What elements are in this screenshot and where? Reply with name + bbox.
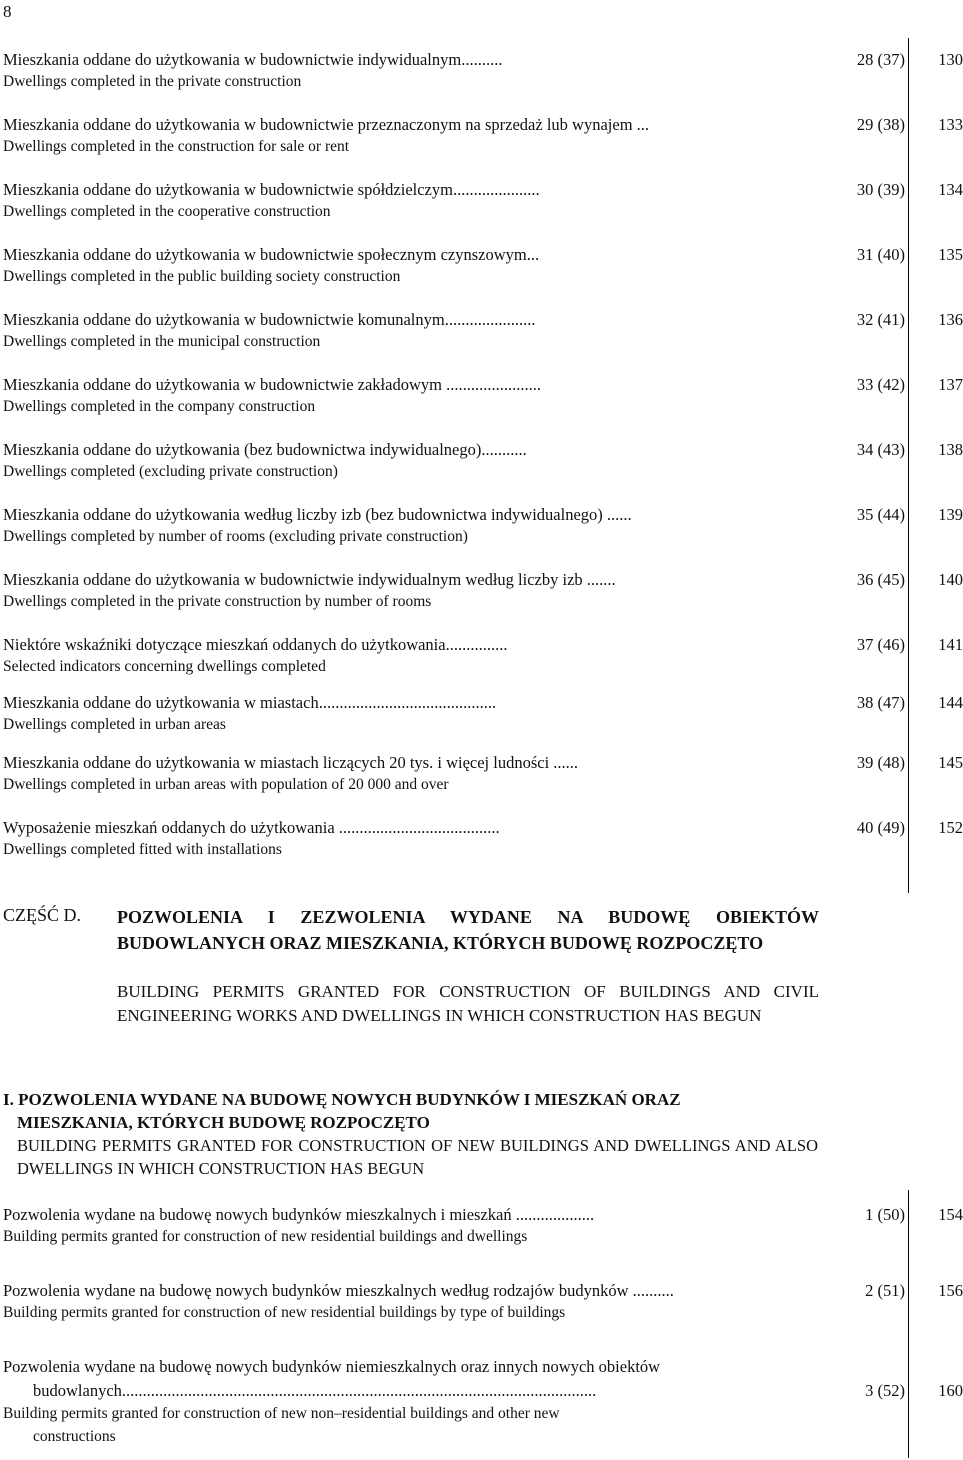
part-d-english-title: BUILDING PERMITS GRANTED FOR CONSTRUCTION OF BUILDINGS AND CIVIL ENGINEERING WORKS AND DWELLINGS IN WHICH CONSTRUCTION HAS BEGUN xyxy=(117,982,819,1025)
entry-polish-title: Niektóre wskaźniki dotyczące mieszkań oddanych do użytkowania xyxy=(3,635,446,654)
table-number: 29 (38) xyxy=(856,115,905,134)
entry-english-title: Dwellings completed in the company construction xyxy=(3,398,316,415)
entry-english-title-cont: constructions xyxy=(33,1428,116,1445)
table-number: 30 (39) xyxy=(856,180,905,199)
entry-english-title: Dwellings completed in the cooperative construction xyxy=(3,203,331,220)
toc-entry xyxy=(3,569,963,617)
leader-dots: ....... xyxy=(582,570,616,589)
page-ref: 154 xyxy=(938,1205,963,1224)
leader-dots: ..................... xyxy=(452,180,540,199)
page-ref: 156 xyxy=(938,1281,963,1300)
table-number: 39 (48) xyxy=(856,753,905,772)
toc-entry xyxy=(3,504,963,552)
entry-polish-title: Mieszkania oddane do użytkowania w budownictwie spółdzielczym xyxy=(3,180,453,199)
table-number: 37 (46) xyxy=(856,635,905,654)
page-ref: 139 xyxy=(938,505,963,524)
toc-entry xyxy=(3,1280,963,1328)
toc-entry xyxy=(3,49,963,97)
entry-english-title: Dwellings completed in urban areas xyxy=(3,716,226,733)
leader-dots: ...................... xyxy=(444,310,536,329)
toc-entry xyxy=(3,1204,963,1252)
page-ref: 140 xyxy=(938,570,963,589)
entry-english-title: Dwellings completed fitted with installations xyxy=(3,841,282,858)
page-ref: 141 xyxy=(938,635,963,654)
entry-polish-title-cont: budowlanych xyxy=(33,1381,122,1400)
page-ref: 145 xyxy=(938,753,963,772)
leader-dots: ...... xyxy=(549,753,579,772)
table-number: 28 (37) xyxy=(856,50,905,69)
page-ref: 130 xyxy=(938,50,963,69)
page-ref: 138 xyxy=(938,440,963,459)
table-number: 35 (44) xyxy=(856,505,905,524)
leader-dots: ... xyxy=(526,245,540,264)
toc-entry xyxy=(3,309,963,357)
section-i-polish-title xyxy=(3,1088,818,1134)
entry-english-title: Dwellings completed (excluding private construction) xyxy=(3,463,338,480)
table-number: 1 (50) xyxy=(865,1205,905,1224)
leader-dots: .......... xyxy=(628,1281,674,1300)
section-i-heading xyxy=(3,1088,818,1180)
page-ref: 144 xyxy=(938,693,963,712)
entry-polish-title: Mieszkania oddane do użytkowania w miastach liczących 20 tys. i więcej ludności xyxy=(3,753,550,772)
entry-english-title: Dwellings completed in the private construction by number of rooms xyxy=(3,593,432,610)
toc-entry xyxy=(3,634,963,682)
entry-polish-title: Pozwolenia wydane na budowę nowych budynków mieszkalnych według rodzajów budynków xyxy=(3,1281,629,1300)
table-number: 3 (52) xyxy=(865,1381,905,1400)
table-number: 31 (40) xyxy=(856,245,905,264)
entry-english-title: Dwellings completed in the public building society construction xyxy=(3,268,401,285)
entry-polish-title: Mieszkania oddane do użytkowania w budownictwie zakładowym xyxy=(3,375,442,394)
entry-english-title: Building permits granted for construction of new residential buildings and dwellings xyxy=(3,1228,528,1245)
page-number: 8 xyxy=(3,2,12,21)
section-i-polish-title-line2: MIESZKANIA, KTÓRYCH BUDOWĘ ROZPOCZĘTO xyxy=(17,1113,430,1132)
leader-dots: ...... xyxy=(602,505,632,524)
page-ref: 137 xyxy=(938,375,963,394)
toc-entry xyxy=(3,1356,963,1456)
table-number: 38 (47) xyxy=(856,693,905,712)
entry-polish-title: Pozwolenia wydane na budowę nowych budynków mieszkalnych i mieszkań xyxy=(3,1205,512,1224)
leader-dots: .......... xyxy=(461,50,503,69)
entry-polish-title: Mieszkania oddane do użytkowania w miastach xyxy=(3,693,319,712)
leader-dots: ........... xyxy=(481,440,527,459)
toc-entry xyxy=(3,374,963,422)
entry-english-title: Dwellings completed by number of rooms (excluding private construction) xyxy=(3,528,468,545)
table-number: 34 (43) xyxy=(856,440,905,459)
entry-polish-title: Pozwolenia wydane na budowę nowych budynków niemieszkalnych oraz innych nowych obiektów xyxy=(3,1357,661,1376)
part-d-polish-title: POZWOLENIA I ZEZWOLENIA WYDANE NA BUDOWĘ OBIEKTÓW BUDOWLANYCH ORAZ MIESZKANIA, KTÓRYCH BUDOWĘ ROZPOCZĘTO xyxy=(117,907,819,953)
entry-english-title: Dwellings completed in the municipal construction xyxy=(3,333,321,350)
entry-polish-title: Wyposażenie mieszkań oddanych do użytkowania xyxy=(3,818,335,837)
page-ref: 160 xyxy=(938,1381,963,1400)
toc-entry xyxy=(3,692,963,740)
table-number: 36 (45) xyxy=(856,570,905,589)
leader-dots: ................................................................................................................... xyxy=(121,1381,597,1400)
page-ref: 152 xyxy=(938,818,963,837)
page-ref: 133 xyxy=(938,115,963,134)
entry-english-title: Dwellings completed in urban areas with population of 20 000 and over xyxy=(3,776,449,793)
page-ref: 135 xyxy=(938,245,963,264)
entry-english-title: Dwellings completed in the construction for sale or rent xyxy=(3,138,350,155)
entry-english-title: Building permits granted for construction of new residential buildings by type of buildings xyxy=(3,1304,566,1321)
entry-english-title: Building permits granted for construction of new non–residential buildings and other new xyxy=(3,1405,560,1422)
leader-dots: ....................... xyxy=(441,375,541,394)
entry-polish-title: Mieszkania oddane do użytkowania w budownictwie indywidualnym według liczby izb xyxy=(3,570,583,589)
page-ref: 134 xyxy=(938,180,963,199)
toc-entry xyxy=(3,817,963,865)
toc-entry xyxy=(3,244,963,292)
page-ref: 136 xyxy=(938,310,963,329)
toc-entry xyxy=(3,114,963,162)
table-number: 2 (51) xyxy=(865,1281,905,1300)
table-number: 40 (49) xyxy=(856,818,905,837)
entry-polish-title: Mieszkania oddane do użytkowania w budownictwie komunalnym xyxy=(3,310,445,329)
leader-dots: ........................................... xyxy=(318,693,497,712)
entry-english-title: Dwellings completed in the private construction xyxy=(3,73,302,90)
entry-english-title: Selected indicators concerning dwellings completed xyxy=(3,658,326,675)
entry-polish-title: Mieszkania oddane do użytkowania w budownictwie indywidualnym xyxy=(3,50,462,69)
toc-entry xyxy=(3,179,963,227)
leader-dots: ....................................... xyxy=(334,818,500,837)
leader-dots: ................... xyxy=(511,1205,595,1224)
leader-dots: ............... xyxy=(445,635,508,654)
section-i-english-title: BUILDING PERMITS GRANTED FOR CONSTRUCTION OF NEW BUILDINGS AND DWELLINGS AND ALSO DWELLINGS IN WHICH CONSTRUCTION HAS BEGUN xyxy=(17,1136,818,1178)
table-number: 32 (41) xyxy=(856,310,905,329)
leader-dots: ... xyxy=(632,115,650,134)
entry-polish-title: Mieszkania oddane do użytkowania według liczby izb (bez budownictwa indywidualnego) xyxy=(3,505,603,524)
toc-entry xyxy=(3,752,963,800)
entry-polish-title: Mieszkania oddane do użytkowania (bez budownictwa indywidualnego) xyxy=(3,440,482,459)
section-i-polish-title-line1: I. POZWOLENIA WYDANE NA BUDOWĘ NOWYCH BUDYNKÓW I MIESZKAŃ ORAZ xyxy=(3,1090,681,1109)
entry-polish-title: Mieszkania oddane do użytkowania w budownictwie przeznaczonym na sprzedaż lub wynajem xyxy=(3,115,633,134)
toc-entry xyxy=(3,439,963,487)
entry-polish-title: Mieszkania oddane do użytkowania w budownictwie społecznym czynszowym xyxy=(3,245,527,264)
part-d-label: CZĘŚĆ D. xyxy=(3,905,82,925)
table-number: 33 (42) xyxy=(856,375,905,394)
